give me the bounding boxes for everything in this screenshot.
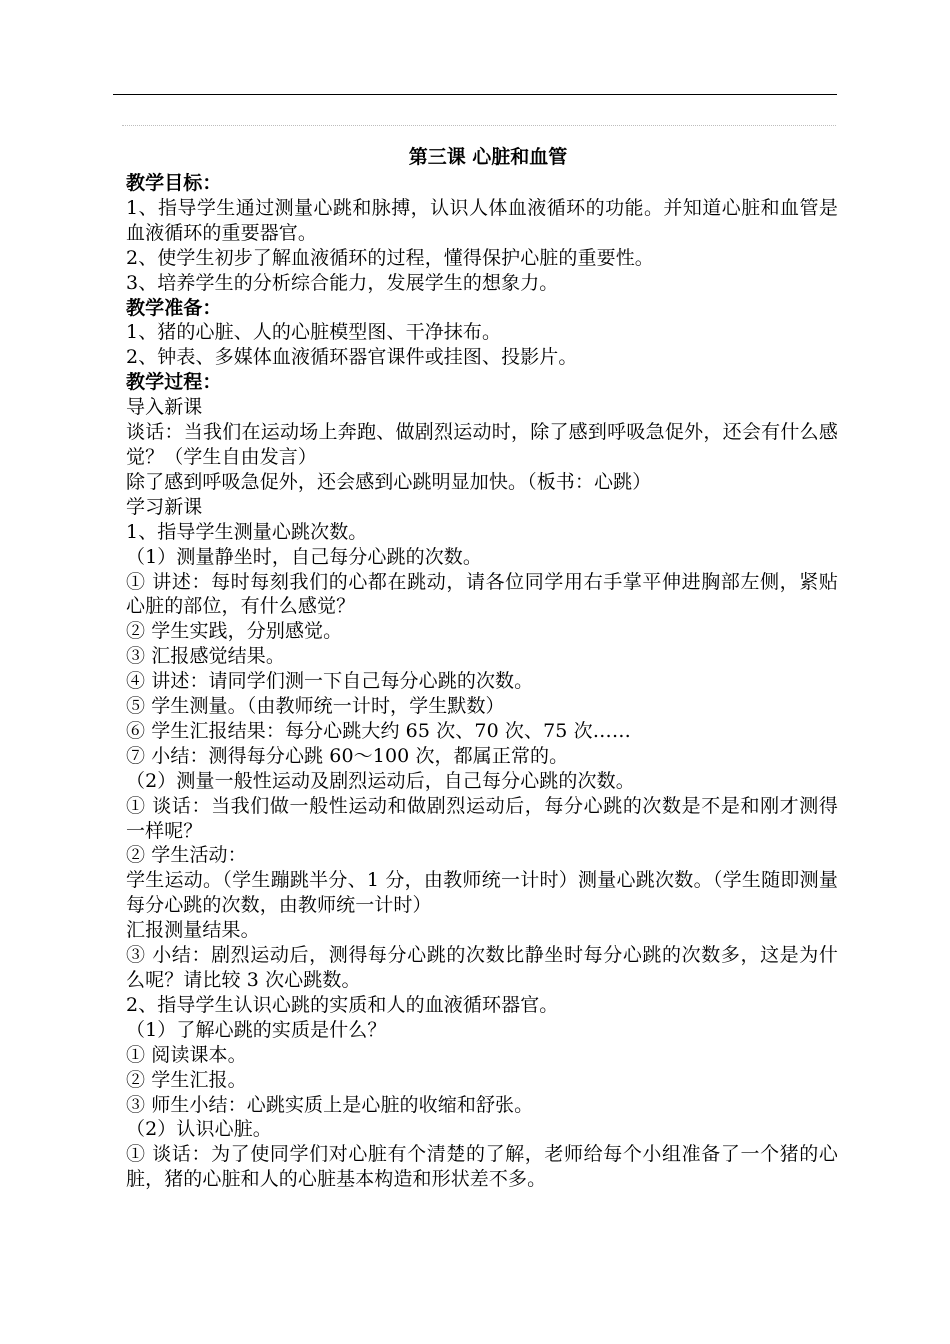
paragraph-line: ① 讲述：每时每刻我们的心都在跳动，请各位同学用右手掌平伸进胸部左侧，紧贴心脏的部位，有什么感觉？ [126,570,838,618]
paragraph-line: 1、猪的心脏、人的心脏模型图、干净抹布。 [126,321,502,344]
paragraph-line: ① 谈话：当我们做一般性运动和做剧烈运动后，每分心跳的次数是不是和刚才测得一样呢？ [126,794,838,842]
paragraph-line: ② 学生活动： [126,844,247,867]
paragraph-line: 学习新课 [126,495,203,518]
section-heading: 教学准备： [126,296,222,319]
paragraph-line: （1）测量静坐时，自己每分心跳的次数。 [126,545,482,568]
document-body [126,143,838,1192]
paragraph-line: ① 阅读课本。 [126,1043,247,1066]
paragraph-line: 1、指导学生测量心跳次数。 [126,520,368,543]
paragraph-line: ② 学生实践，分别感觉。 [126,620,343,643]
header-rule [113,94,837,95]
header-dotted-rule [122,125,836,126]
paragraph-line: 汇报测量结果。 [126,919,260,942]
section-heading: 教学过程： [126,371,222,394]
paragraph-line: ⑥ 学生汇报结果：每分心跳大约 65 次、70 次、75 次…… [126,719,631,742]
paragraph-line: ④ 讲述：请同学们测一下自己每分心跳的次数。 [126,670,534,693]
paragraph-line: ② 学生汇报。 [126,1068,247,1091]
paragraph-line: 学生运动。（学生蹦跳半分、1 分，由教师统一计时）测量心跳次数。（学生随即测量每分心跳的次数，由教师统一计时） [126,869,838,917]
paragraph-line: ① 谈话：为了使同学们对心脏有个清楚的了解，老师给每个小组准备了一个猪的心脏，猪的心脏和人的心脏基本构造和形状差不多。 [126,1143,838,1191]
paragraph-line: 3、培养学生的分析综合能力，发展学生的想象力。 [126,271,559,294]
paragraph-line: 谈话：当我们在运动场上奔跑、做剧烈运动时，除了感到呼吸急促外，还会有什么感觉？（学生自由发言） [126,421,838,468]
paragraph-line: 2、钟表、多媒体血液循环器官课件或挂图、投影片。 [126,346,578,369]
page-title: 第三课 心脏和血管 [408,146,568,168]
paragraph-line: ③ 汇报感觉结果。 [126,645,285,668]
paragraph-line: 1、指导学生通过测量心跳和脉搏，认识人体血液循环的功能。并知道心脏和血管是血液循环的重要器官。 [126,196,838,244]
paragraph-line: ⑤ 学生测量。（由教师统一计时，学生默数） [126,695,505,718]
paragraph-line: （2）测量一般性运动及剧烈运动后，自己每分心跳的次数。 [126,769,635,792]
paragraph-line: 2、使学生初步了解血液循环的过程，懂得保护心脏的重要性。 [126,246,654,269]
document-lines [126,171,838,1192]
paragraph-line: ③ 师生小结：心跳实质上是心脏的收缩和舒张。 [126,1093,534,1116]
paragraph-line: 除了感到呼吸急促外，还会感到心跳明显加快。（板书：心跳） [126,470,652,493]
paragraph-line: ⑦ 小结：测得每分心跳 60～100 次，都属正常的。 [126,744,569,767]
section-heading: 教学目标： [126,172,222,194]
paragraph-line: ③ 小结：剧烈运动后，测得每分心跳的次数比静坐时每分心跳的次数多，这是为什么呢？请比较 3 次心跳数。 [126,944,838,991]
paragraph-line: （1）了解心跳的实质是什么？ [126,1018,387,1041]
paragraph-line: 导入新课 [126,396,203,419]
paragraph-line: （2）认识心脏。 [126,1118,272,1141]
paragraph-line: 2、指导学生认识心跳的实质和人的血液循环器官。 [126,993,559,1016]
